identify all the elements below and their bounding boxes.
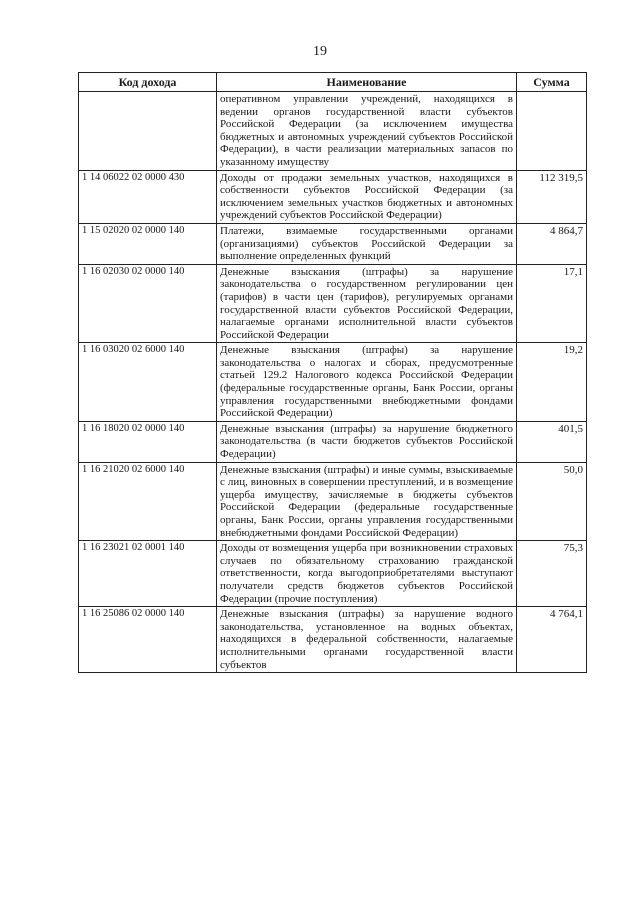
revenue-code	[79, 92, 217, 171]
revenue-sum: 4 764,1	[517, 607, 587, 673]
revenue-name: Доходы от возмещения ущерба при возникновении страховых случаев по обязательному страхованию гражданской ответственности, когда выгодоприобретателями выступают получатели средств бюджетов субъектов Российской Федерации (прочие поступления)	[217, 541, 517, 607]
revenue-sum: 17,1	[517, 264, 587, 343]
revenue-sum: 75,3	[517, 541, 587, 607]
revenue-sum	[517, 92, 587, 171]
revenue-code: 1 16 23021 02 0001 140	[79, 541, 217, 607]
header-name: Наименование	[217, 73, 517, 92]
revenue-name: Денежные взыскания (штрафы) за нарушение водного законодательства, установленное на водных объектах, находящихся в федеральной собственности, налагаемые исполнительными органами государственной власти субъектов	[217, 607, 517, 673]
table-header-row	[79, 73, 587, 92]
page-number: 19	[313, 44, 327, 59]
revenue-sum: 50,0	[517, 462, 587, 541]
revenue-name: Денежные взыскания (штрафы) за нарушение бюджетного законодательства (в части бюджетов субъектов Российской Федерации)	[217, 421, 517, 462]
header-code: Код дохода	[79, 73, 217, 92]
revenue-name: Платежи, взимаемые государственными органами (организациями) субъектов Российской Федерации за выполнение определенных функций	[217, 223, 517, 264]
revenue-table	[78, 72, 587, 673]
table-row	[79, 170, 587, 223]
table-row	[79, 343, 587, 422]
table-row	[79, 92, 587, 171]
revenue-sum: 401,5	[517, 421, 587, 462]
table-row	[79, 264, 587, 343]
table-row	[79, 223, 587, 264]
revenue-code: 1 16 18020 02 0000 140	[79, 421, 217, 462]
revenue-code: 1 15 02020 02 0000 140	[79, 223, 217, 264]
table-row	[79, 607, 587, 673]
table-row	[79, 462, 587, 541]
table-row	[79, 421, 587, 462]
revenue-sum: 112 319,5	[517, 170, 587, 223]
revenue-name: Доходы от продажи земельных участков, находящихся в собственности субъектов Российской Федерации (за исключением земельных участков бюджетных и автономных учреждений субъектов Российской Федерации)	[217, 170, 517, 223]
revenue-sum: 19,2	[517, 343, 587, 422]
revenue-code: 1 16 03020 02 6000 140	[79, 343, 217, 422]
table-row	[79, 541, 587, 607]
revenue-code: 1 16 02030 02 0000 140	[79, 264, 217, 343]
revenue-name: Денежные взыскания (штрафы) за нарушение законодательства о налогах и сборах, предусмотренные статьей 129.2 Налогового кодекса Российской Федерации (федеральные государственные органы, Банк России, органы управления государственными внебюджетными фондами Российской Федерации)	[217, 343, 517, 422]
revenue-code: 1 14 06022 02 0000 430	[79, 170, 217, 223]
revenue-code: 1 16 21020 02 6000 140	[79, 462, 217, 541]
revenue-name: Денежные взыскания (штрафы) за нарушение законодательства о государственном регулировании цен (тарифов) в части цен (тарифов), регулируемых органами государственной власти субъектов Российской Федерации, налагаемые органами исполнительной власти субъектов Российской Федерации	[217, 264, 517, 343]
revenue-code: 1 16 25086 02 0000 140	[79, 607, 217, 673]
revenue-name: Денежные взыскания (штрафы) и иные суммы, взыскиваемые с лиц, виновных в совершении преступлений, и в возмещение ущерба имуществу, зачисляемые в бюджеты субъектов Российской Федерации (федеральные государственные органы, Банк России, органы управления государственными внебюджетными фондами Российской Федерации)	[217, 462, 517, 541]
revenue-sum: 4 864,7	[517, 223, 587, 264]
header-sum: Сумма	[517, 73, 587, 92]
revenue-name: оперативном управлении учреждений, находящихся в ведении органов государственной власти субъектов Российской Федерации (за исключением имущества бюджетных и автономных учреждений субъектов Российской Федерации), в части реализации материальных запасов по указанному имуществу	[217, 92, 517, 171]
